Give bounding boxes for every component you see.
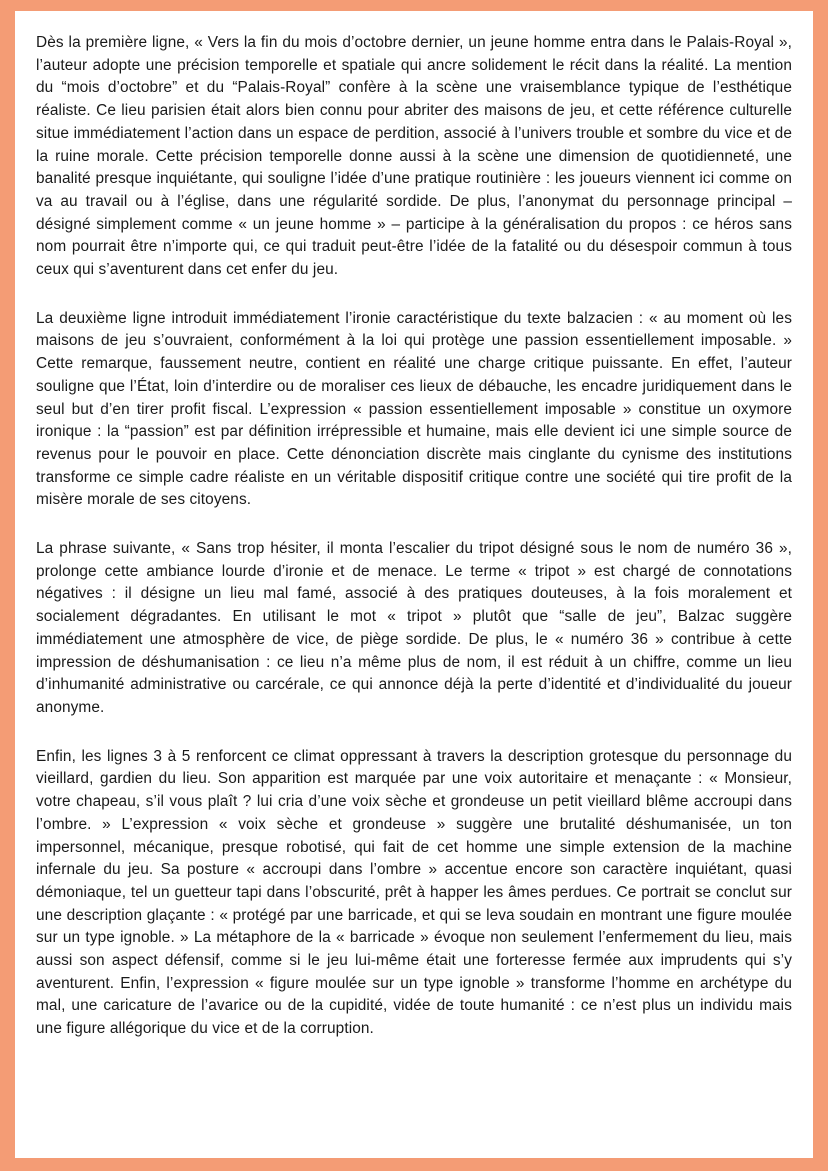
- essay-text: [36, 32, 792, 1041]
- essay-paragraph-3: La phrase suivante, « Sans trop hésiter, il monta l’escalier du tripot désigné sous le nom de numéro 36 », prolonge cette ambiance lourde d’ironie et de menace. Le terme « tripot » est chargé de connotations négatives : il désigne un lieu mal famé, associé à des pratiques douteuses, à la fois moralement et socialement dégradantes. En utilisant le mot « tripot » plutôt que “salle de jeu”, Balzac suggère immédiatement une atmosphère de vice, de piège sordide. De plus, le « numéro 36 » contribue à cette impression de déshumanisation : ce lieu n’a même plus de nom, il est réduit à un chiffre, comme un lieu d’inhumanité administrative ou carcérale, ce qui annonce déjà la perte d’identité et d’individualité du joueur anonyme.: [36, 540, 792, 716]
- essay-paragraph-1: Dès la première ligne, « Vers la fin du mois d’octobre dernier, un jeune homme entra dans le Palais-Royal », l’auteur adopte une précision temporelle et spatiale qui ancre solidement le récit dans la réalité. La mention du “mois d’octobre” et du “Palais-Royal” confère à la scène une vraisemblance typique de l’esthétique réaliste. Ce lieu parisien était alors bien connu pour abriter des maisons de jeu, et cette référence culturelle situe immédiatement l’action dans un espace de perdition, associé à l’univers trouble et sombre du vice et de la ruine morale. Cette précision temporelle donne aussi à la scène une dimension de quotidienneté, une banalité presque inquiétante, qui souligne l’idée d’une pratique routinière : les joueurs viennent ici comme on va au travail ou à l’église, dans une régularité sordide. De plus, l’anonymat du personnage principal – désigné simplement comme « un jeune homme » – participe à la généralisation du propos : ce héros sans nom pourrait être n’importe qui, ce qui traduit peut-être l’idée de la fatalité ou du désespoir commun à tous ceux qui s’aventurent dans cet enfer du jeu.: [36, 34, 792, 279]
- essay-paragraph-4: Enfin, les lignes 3 à 5 renforcent ce climat oppressant à travers la description grotesque du personnage du vieillard, gardien du lieu. Son apparition est marquée par une voix autoritaire et menaçante : « Monsieur, votre chapeau, s’il vous plaît ? lui cria d’une voix sèche et grondeuse un petit vieillard blême accroupi dans l’ombre. » L’expression « voix sèche et grondeuse » suggère une brutalité déshumanisée, un ton impersonnel, mécanique, presque robotisé, qui fait de cet homme une simple extension de la machine infernale du jeu. Sa posture « accroupi dans l’ombre » accentue encore son caractère inquiétant, quasi démoniaque, tel un guetteur tapi dans l’obscurité, prêt à happer les âmes perdues. Ce portrait se conclut sur une description glaçante : « protégé par une barricade, et qui se leva soudain en montrant une figure moulée sur un type ignoble. » La métaphore de la « barricade » évoque non seulement l’enfermement du lieu, mais aussi son aspect défensif, comme si le jeu lui-même était une forteresse fermée aux imprudents qui s’y aventurent. Enfin, l’expression « figure moulée sur un type ignoble » transforme l’homme en archétype du mal, une caricature de l’avarice ou de la cupidité, vidée de toute humanité : ce n’est plus un individu mais une figure allégorique du vice et de la corruption.: [36, 747, 792, 1038]
- document-page: [15, 11, 813, 1158]
- essay-paragraph-2: La deuxième ligne introduit immédiatement l’ironie caractéristique du texte balzacien : « au moment où les maisons de jeu s’ouvraient, conformément à la loi qui protège une passion essentiellement imposable. » Cette remarque, faussement neutre, contient en réalité une charge critique puissante. En effet, l’auteur souligne que l’État, loin d’interdire ou de moraliser ces lieux de débauche, les encadre juridiquement dans le seul but d’en tirer profit fiscal. L’expression « passion essentiellement imposable » constitue un oxymore ironique : la “passion” est par définition irrépressible et humaine, mais elle devient ici une simple source de revenus pour le pouvoir en place. Cette dénonciation discrète mais cinglante du cynisme des institutions transforme ce simple cadre réaliste en un véritable dispositif critique contre une société qui tire profit de la misère morale de ses citoyens.: [36, 309, 792, 509]
